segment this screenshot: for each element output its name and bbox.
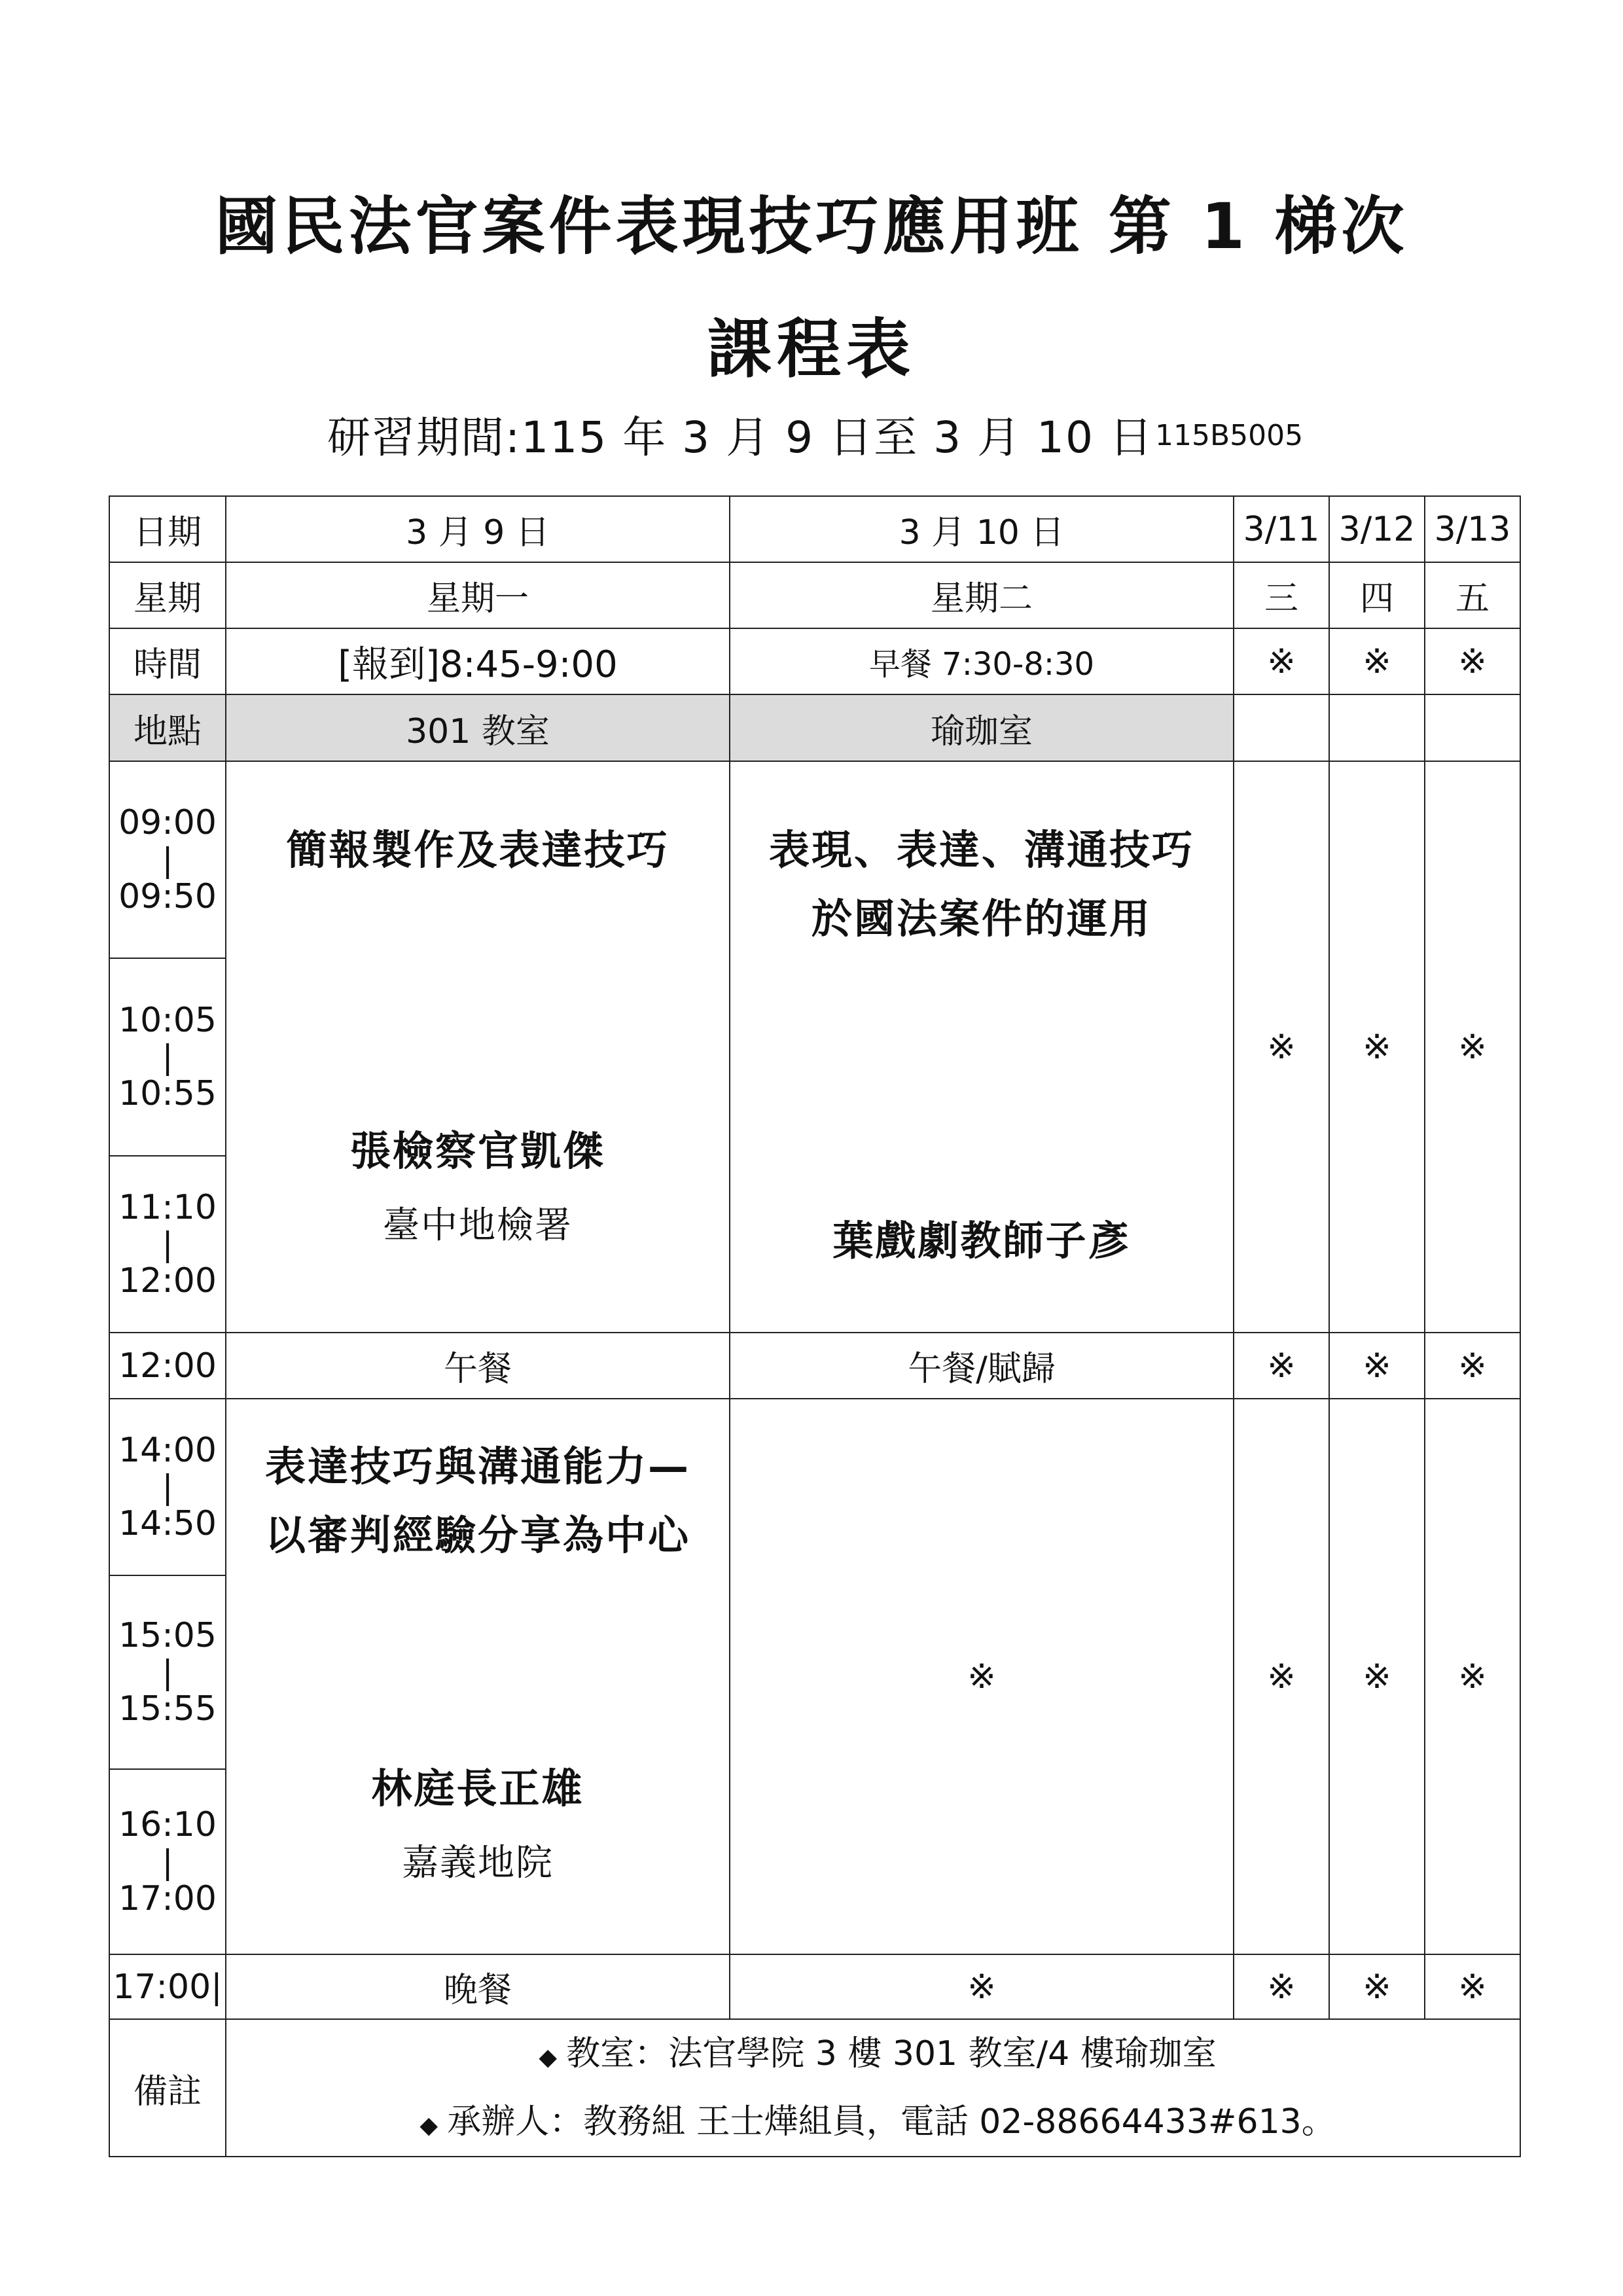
time-day3-mark: ※ <box>1234 628 1329 694</box>
document-subtitle: 課程表 <box>707 312 916 387</box>
afternoon-day2-mark: ※ <box>730 1399 1234 1954</box>
document-title: 國民法官案件表現技巧應用班 第 1 梯次 <box>215 190 1408 263</box>
slot-row <box>109 1399 1520 1575</box>
afternoon-day3-mark: ※ <box>1234 1399 1329 1954</box>
morning-day5-mark: ※ <box>1425 761 1520 1333</box>
lunch-day1: 午餐 <box>226 1333 730 1399</box>
place-day2: 瑜珈室 <box>730 694 1234 761</box>
time-slot: 15:05 | 15:55 <box>109 1575 226 1769</box>
place-day5 <box>1425 694 1520 761</box>
course-title-line1: 表現、表達、溝通技巧 <box>768 826 1194 874</box>
lunch-time: 12:00 <box>109 1333 226 1399</box>
afternoon-day5-mark: ※ <box>1425 1399 1520 1954</box>
course-title-line2: 以審判經驗分享為中心 <box>264 1511 690 1560</box>
notes-content <box>226 2019 1520 2157</box>
place-label: 地點 <box>109 694 226 761</box>
date-day4: 3/12 <box>1329 496 1425 562</box>
dinner-row <box>109 1954 1520 2019</box>
weekday-label: 星期 <box>109 562 226 628</box>
lecturer-org: 臺中地檢署 <box>383 1204 573 1247</box>
course-day2-morning <box>730 761 1234 1333</box>
course-code: 115B5005 <box>1155 419 1304 452</box>
lunch-day2: 午餐/賦歸 <box>730 1333 1234 1399</box>
time-day5-mark: ※ <box>1425 628 1520 694</box>
date-day1: 3 月 9 日 <box>226 496 730 562</box>
place-day4 <box>1329 694 1425 761</box>
course-day1-afternoon <box>226 1399 730 1954</box>
time-slot: 09:00 | 09:50 <box>109 761 226 958</box>
study-period: 研習期間:115 年 3 月 9 日至 3 月 10 日 <box>327 412 1154 463</box>
weekday-day1: 星期一 <box>226 562 730 628</box>
dinner-day4-mark: ※ <box>1329 1954 1425 2019</box>
time-label: 時間 <box>109 628 226 694</box>
lunch-day4-mark: ※ <box>1329 1333 1425 1399</box>
weekday-row <box>109 562 1520 628</box>
weekday-day5: 五 <box>1425 562 1520 628</box>
afternoon-day4-mark: ※ <box>1329 1399 1425 1954</box>
date-row <box>109 496 1520 562</box>
note-item: ◆ 教室：法官學院 3 樓 301 教室/4 樓瑜珈室 <box>226 2020 1520 2088</box>
weekday-day3: 三 <box>1234 562 1329 628</box>
diamond-bullet-icon: ◆ <box>419 2112 438 2139</box>
morning-day4-mark: ※ <box>1329 761 1425 1333</box>
date-day3: 3/11 <box>1234 496 1329 562</box>
schedule-table <box>109 495 1521 2157</box>
weekday-day4: 四 <box>1329 562 1425 628</box>
course-title-line2: 於國法案件的運用 <box>811 895 1152 943</box>
lecturer-name: 葉戲劇教師子彥 <box>832 1217 1131 1265</box>
weekday-day2: 星期二 <box>730 562 1234 628</box>
slot-row <box>109 761 1520 958</box>
dinner-time: 17:00| <box>109 1954 226 2019</box>
place-row <box>109 694 1520 761</box>
dinner-day2-mark: ※ <box>730 1954 1234 2019</box>
place-day1: 301 教室 <box>226 694 730 761</box>
time-slot: 11:10 | 12:00 <box>109 1156 226 1333</box>
lunch-day5-mark: ※ <box>1425 1333 1520 1399</box>
time-slot: 14:00 | 14:50 <box>109 1399 226 1575</box>
time-day2: 早餐 7:30-8:30 <box>730 628 1234 694</box>
lecturer-name: 張檢察官凱傑 <box>349 1127 605 1175</box>
morning-day3-mark: ※ <box>1234 761 1329 1333</box>
diamond-bullet-icon: ◆ <box>539 2044 558 2071</box>
time-row <box>109 628 1520 694</box>
notes-label: 備註 <box>109 2019 226 2157</box>
notes-row <box>109 2019 1520 2157</box>
course-title: 簡報製作及表達技巧 <box>286 826 669 874</box>
dinner-day1: 晚餐 <box>226 1954 730 2019</box>
course-title-line1: 表達技巧與溝通能力— <box>264 1443 690 1490</box>
lecturer-name: 林庭長正雄 <box>371 1765 584 1812</box>
lecturer-org: 嘉義地院 <box>402 1842 554 1884</box>
lunch-day3-mark: ※ <box>1234 1333 1329 1399</box>
date-label: 日期 <box>109 496 226 562</box>
course-day1-morning <box>226 761 730 1333</box>
dinner-day5-mark: ※ <box>1425 1954 1520 2019</box>
time-day4-mark: ※ <box>1329 628 1425 694</box>
date-day2: 3 月 10 日 <box>730 496 1234 562</box>
date-day5: 3/13 <box>1425 496 1520 562</box>
lunch-row <box>109 1333 1520 1399</box>
time-slot: 10:05 | 10:55 <box>109 958 226 1156</box>
time-slot: 16:10 | 17:00 <box>109 1769 226 1954</box>
dinner-day3-mark: ※ <box>1234 1954 1329 2019</box>
time-day1: [報到]8:45-9:00 <box>226 628 730 694</box>
place-day3 <box>1234 694 1329 761</box>
note-item: ◆ 承辦人：教務組 王士燁組員，電話 02-88664433#613。 <box>226 2088 1520 2156</box>
